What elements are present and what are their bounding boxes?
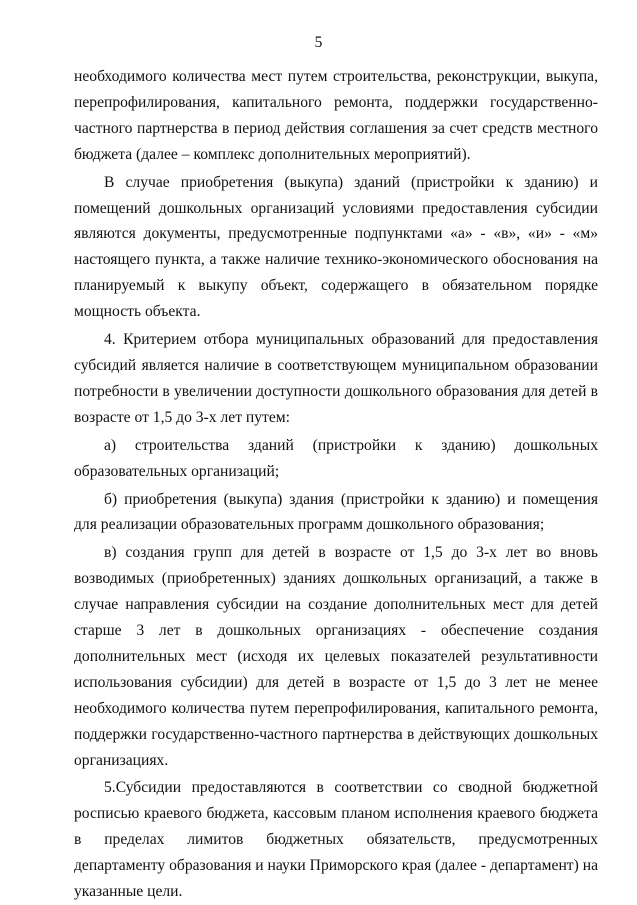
page-number: 5 (314, 34, 323, 51)
paragraph-item-4c: в) создания групп для детей в возрасте от 1,5 до 3-х лет во вновь возводимых (приобретенных) зданиях дошкольных организаций, а также в случае направления субсидии на создание дополнительных мест для детей старше 3 лет в дошкольных организациях - обеспечение создания дополнительных мест (исходя их целевых показателей результативности использования субсидии) для детей в возрасте от 1,5 до 3 лет не менее необходимого количества путем перепрофилирования, капитального ремонта, поддержки государственно-частного партнерства в действующих дошкольных организациях. (74, 544, 598, 769)
paragraph-item-4: 4. Критерием отбора муниципальных образований для предоставления субсидий является наличие в соответствующем муниципальном образовании потребности в увеличении доступности дошкольного образования для детей в возрасте от 1,5 до 3-х лет путем: (74, 331, 598, 426)
document-body (74, 64, 598, 905)
paragraph-continuation: необходимого количества мест путем строительства, реконструкции, выкупа, перепрофилирования, капитального ремонта, поддержки государственно-частного партнерства в период действия соглашения за счет средств местного бюджета (далее – комплекс дополнительных мероприятий). (74, 68, 598, 163)
paragraph-item-5: 5.Субсидии предоставляются в соответствии со сводной бюджетной росписью краевого бюджета, кассовым планом исполнения краевого бюджета в пределах лимитов бюджетных обязательств, предусмотренных департаменту образования и науки Приморского края (далее - департамент) на указанные цели. (74, 779, 598, 901)
paragraph-item-4a: а) строительства зданий (пристройки к зданию) дошкольных образовательных организаций; (74, 436, 598, 480)
paragraph-purchase-case: В случае приобретения (выкупа) зданий (пристройки к зданию) и помещений дошкольных организаций условиями предоставления субсидии являются документы, предусмотренные подпунктами «а» - «в», «и» - «м» настоящего пункта, а также наличие технико-экономического обоснования на планируемый к выкупу объект, содержащего в обязательном порядке мощность объекта. (74, 173, 598, 321)
paragraph-item-4b: б) приобретения (выкупа) здания (пристройки к зданию) и помещения для реализации образовательных программ дошкольного образования; (74, 490, 598, 534)
